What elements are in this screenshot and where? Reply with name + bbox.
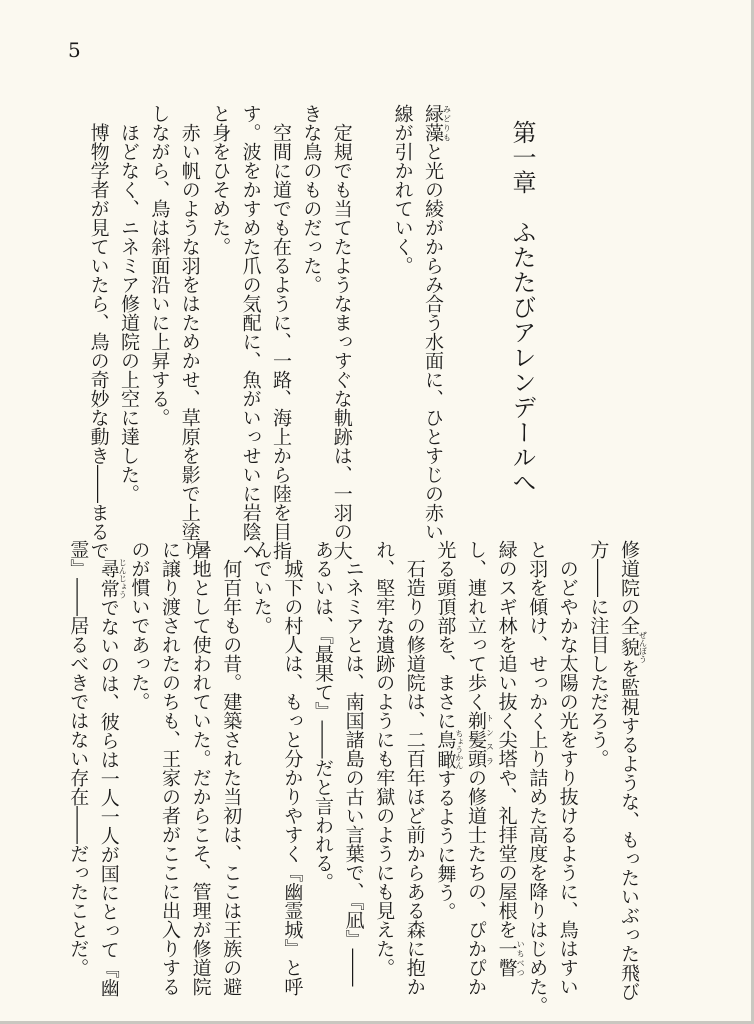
ruby-reading: みどりも [442, 104, 452, 142]
text-line [520, 540, 554, 1015]
line-text: 光る頭頂部を、まさに [434, 540, 457, 730]
line-text [98, 540, 120, 559]
text-line [428, 540, 463, 980]
ruby-base: 貌 [618, 631, 640, 663]
line-text: 博物学者が見ていたら、鳥の奇妙な動き――まるで [87, 104, 110, 560]
text-line [337, 540, 371, 987]
text-line [122, 540, 156, 980]
line-text: を監視するような、もったいぶった飛び [618, 659, 640, 1001]
line-text: のが慣いであった。 [128, 540, 151, 711]
text-line [61, 540, 95, 980]
text-line [184, 540, 218, 996]
line-text: するように舞う。 [434, 769, 457, 921]
text-line [490, 540, 525, 980]
text-line [214, 540, 248, 996]
line-text: し、連れ立って歩く [465, 540, 487, 711]
line-text: 方――に注目しただろう。 [587, 540, 610, 768]
ruby-annotation [495, 939, 526, 977]
ruby-annotation [434, 729, 464, 770]
text-line [112, 104, 146, 544]
ruby-base: 尋常 [97, 558, 120, 599]
line-text: 線が引かれていく。 [391, 104, 414, 275]
text-line [142, 104, 176, 544]
line-text: 霊』――居るべきではない存在――だったことだ。 [67, 540, 90, 977]
line-text: の修道士たちの、ぴかぴか [465, 768, 487, 996]
line-text: ほどなく、ニネミア修道院の上空に達した。 [118, 104, 140, 503]
line-text: 城下の村人は、もっと分かりやすく『幽霊城』と呼 [281, 540, 304, 996]
line-text: んでいた。 [250, 540, 273, 635]
line-text: 空間に道でも在るように、一路、海上から陸を目指 [270, 104, 292, 560]
line-text: に譲り渡されたのちも、王家の者がここに出入りする [159, 540, 181, 996]
ruby-base: 一瞥 [495, 939, 518, 977]
chapter-title: 第一章 ふたたびアレンデールへ [508, 120, 536, 495]
text-line [92, 540, 128, 997]
ruby-annotation [465, 711, 495, 768]
text-line [234, 104, 268, 560]
text-line [203, 104, 237, 544]
line-text: あるいは、『最果て』――だと言われる。 [312, 540, 334, 892]
line-text: れ、堅牢な遺跡のようにも牢獄のようにも見えた。 [373, 540, 396, 977]
line-text: しながら、鳥は斜面沿いに上昇する。 [148, 104, 171, 427]
line-text: 緑のスギ林を追い抜く尖塔や、礼拝堂の屋根を [495, 540, 518, 939]
text-line [306, 540, 340, 980]
text-line [581, 540, 615, 980]
text-line [367, 540, 401, 980]
text-line [398, 540, 432, 996]
ruby-reading: ちょうかん [454, 729, 464, 770]
ruby-annotation [422, 104, 452, 142]
text-line [245, 540, 279, 980]
ruby-annotation [618, 631, 648, 663]
line-text: と光の綾がからみ合う水面に、ひとすじの赤い [422, 142, 444, 541]
text-line [275, 540, 309, 996]
text-line [325, 104, 359, 560]
ruby-base: 緑藻 [422, 104, 444, 142]
line-text: と身をひそめた。 [209, 104, 232, 256]
line-text: と羽を傾け、せっかく上り詰めた高度を降りはじめた。 [526, 540, 549, 1015]
text-line [82, 104, 116, 560]
line-text: 暑地として使われていた。だからこそ、管理が修道院 [189, 540, 212, 996]
text-line [416, 104, 451, 544]
ruby-reading: じんじょう [118, 558, 128, 599]
text-line [551, 540, 585, 996]
text-line [264, 104, 298, 560]
ruby-reading: いちべつ [516, 939, 526, 977]
line-text: のどやかな太陽の光をすり抜けるように、鳥はすい [556, 540, 579, 996]
text-line [153, 540, 187, 996]
text-line [173, 104, 207, 560]
ruby-base: 剃髪頭 [465, 711, 487, 768]
line-text: ニネミアとは、南国諸島の古い言葉で、『凪』―― [342, 540, 365, 987]
ruby-reading: トンスラ [485, 711, 495, 768]
line-text: きな鳥のものだった。 [300, 104, 323, 294]
ruby-reading: ぜんぼう [638, 631, 648, 663]
line-text: 石造りの修道院は、二百年ほど前からある森に抱か [403, 540, 426, 996]
text-line [294, 104, 328, 544]
text-line [459, 540, 495, 996]
line-text: 修道院の全 [618, 540, 640, 635]
line-text: でないのは、彼らは一人一人が国にとって『幽 [97, 598, 120, 997]
line-text: 赤い帆のような羽をはためかせ、草原を影で上塗り [178, 104, 201, 560]
ruby-base: 鳥瞰 [434, 729, 457, 770]
text-line [612, 540, 648, 1001]
text-line [386, 104, 420, 544]
line-text: す。波をかすめた爪の気配に、魚がいっせいに岩陰へ [239, 104, 262, 560]
line-text: 定規でも当てたようなまっすぐな軌跡は、一羽の大 [330, 104, 353, 560]
page-number: 5 [68, 38, 81, 62]
ruby-annotation [97, 558, 128, 599]
line-text: 何百年もの昔。建築された当初は、ここは王族の避 [220, 540, 243, 996]
